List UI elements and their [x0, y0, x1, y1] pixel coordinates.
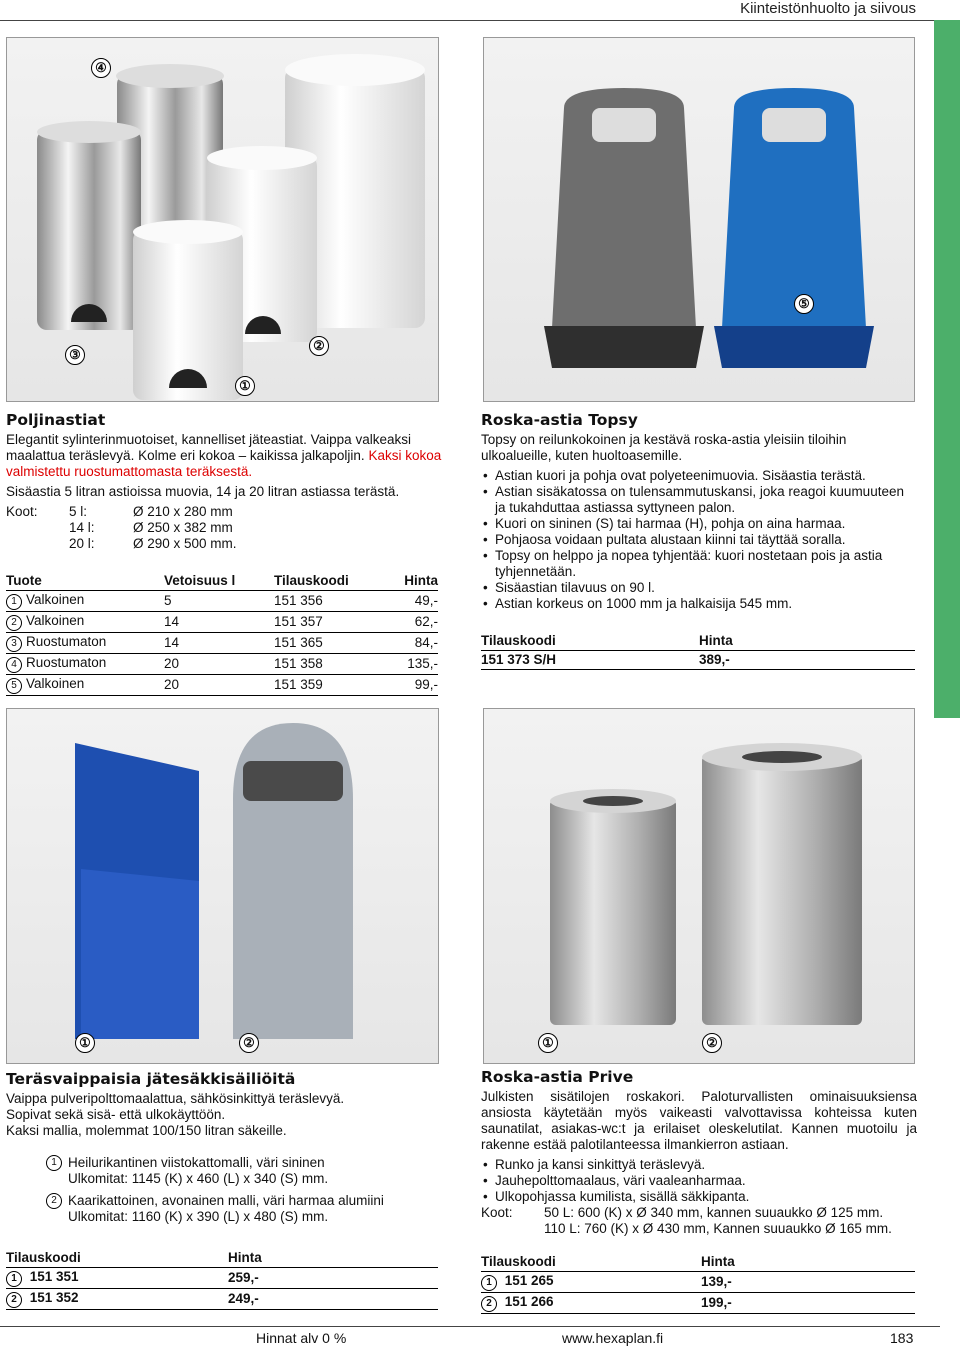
poljinastiat-sizes	[6, 504, 442, 552]
prive-table	[481, 1253, 915, 1314]
size-label: 14 l:	[69, 520, 95, 535]
table-row	[6, 675, 438, 696]
row-price: 62,-	[388, 612, 438, 633]
koot-label: Koot:	[6, 504, 38, 519]
label-4: ④	[91, 58, 111, 78]
topsy-illustration	[484, 38, 915, 402]
size-dim: Ø 250 x 382 mm	[133, 520, 233, 535]
section-poljinastiat	[6, 412, 442, 696]
row-code: 151 359	[274, 675, 388, 696]
row-volume: 14	[164, 612, 274, 633]
table-row	[6, 612, 438, 633]
row-price: 135,-	[388, 654, 438, 675]
label-1: ①	[538, 1033, 558, 1053]
section-topsy	[481, 412, 917, 670]
photo-prive-bins	[483, 708, 915, 1064]
table-row	[6, 654, 438, 675]
row-name: Ruostumaton	[26, 634, 107, 649]
row-code: 151 265	[504, 1273, 554, 1288]
label-2: ②	[239, 1033, 259, 1053]
label-2: ②	[702, 1033, 722, 1053]
steel-desc-3: Kaksi mallia, molemmat 100/150 litran säkeille.	[6, 1123, 287, 1138]
label-1: ①	[235, 376, 255, 396]
header-title: Kiinteistönhuolto ja siivous	[740, 0, 916, 17]
list-item: • Ulkopohjassa kumilista, sisällä säkkipanta.	[481, 1189, 917, 1205]
prive-bins-illustration	[484, 709, 915, 1064]
row-number: 1	[46, 1155, 62, 1171]
row-number: 4	[6, 657, 22, 673]
row-code: 151 266	[504, 1294, 554, 1309]
row-code: 151 357	[274, 612, 388, 633]
list-item: • Pohjaosa voidaan pultata alustaan kiinni tai täyttää soralla.	[481, 532, 917, 548]
row-volume: 14	[164, 633, 274, 654]
section-prive	[481, 1069, 917, 1314]
row-price: 389,-	[699, 651, 915, 670]
row-price: 84,-	[388, 633, 438, 654]
row-price: 99,-	[388, 675, 438, 696]
row-name: Ruostumaton	[26, 655, 107, 670]
row-number: 2	[6, 1292, 22, 1308]
size-dim: Ø 210 x 280 mm	[133, 504, 233, 519]
steel-model-1	[6, 1155, 442, 1187]
poljinastiat-desc-black: Elegantit sylinterinmuotoiset, kannelliset jäteastiat. Vaippa valkeaksi maalattua teräslevyä. Kolme eri kokoa – kaikissa jalkapoljin.	[6, 432, 411, 463]
poljinastiat-inner: Sisäastia 5 litran astioissa muovia, 14 ja 20 litran astiassa terästä.	[6, 484, 400, 499]
list-item: • Runko ja kansi sinkittyä teräslevyä.	[481, 1157, 917, 1173]
col-header: Hinta	[228, 1249, 438, 1268]
table-row	[6, 1268, 438, 1289]
col-header: Hinta	[388, 572, 438, 591]
row-code: 151 351	[29, 1269, 79, 1284]
row-number: 1	[481, 1275, 497, 1291]
model-line: Ulkomitat: 1160 (K) x 390 (L) x 480 (S) mm.	[68, 1209, 329, 1224]
col-header: Tilauskoodi	[481, 1253, 701, 1272]
section-tab	[934, 20, 960, 718]
size-label: 5 l:	[69, 504, 88, 519]
koot-label: Koot:	[481, 1205, 513, 1220]
row-name: Valkoinen	[26, 613, 85, 628]
size-label: 20 l:	[69, 536, 95, 551]
list-item: • Kuori on sininen (S) tai harmaa (H), pohja on aina harmaa.	[481, 516, 917, 532]
poljinastiat-title: Poljinastiat	[6, 411, 106, 429]
poljinastiat-table	[6, 572, 438, 696]
list-item: • Sisäastian tilavuus on 90 l.	[481, 580, 917, 596]
photo-topsy	[483, 37, 915, 402]
list-item: • Astian kuori ja pohja ovat polyeteenimuovia. Sisäastia terästä.	[481, 468, 917, 484]
list-item: • Astian sisäkatossa on tulensammutuskansi, joka reagoi kuumuuteen ja tukahduttaa astiassa syttyneen palon.	[481, 484, 917, 516]
koot-line: 50 L: 600 (K) x Ø 340 mm, kannen suuaukko Ø 125 mm.	[544, 1205, 884, 1220]
row-volume: 20	[164, 675, 274, 696]
table-row	[481, 651, 915, 670]
list-item: • Astian korkeus on 1000 mm ja halkaisija 545 mm.	[481, 596, 917, 612]
steel-model-2	[6, 1193, 442, 1225]
topsy-table	[481, 632, 915, 670]
row-volume: 5	[164, 591, 274, 612]
row-code: 151 352	[29, 1290, 79, 1305]
col-header: Tilauskoodi	[6, 1249, 228, 1268]
row-price: 199,-	[701, 1293, 915, 1314]
topsy-bullets	[481, 468, 917, 612]
label-1: ①	[75, 1033, 95, 1053]
row-code: 151 373 S/H	[481, 651, 699, 670]
photo-pedal-bins	[6, 37, 439, 402]
topsy-intro: Topsy on reilunkokoinen ja kestävä roska-astia yleisiin tiloihin ulkoalueille, kuten huoltoasemille.	[481, 432, 847, 463]
page-header	[0, 0, 960, 22]
prive-title: Roska-astia Prive	[481, 1068, 634, 1086]
list-item: • Topsy on helppo ja nopea tyhjentää: kuori nostetaan pois ja astia tyhjennetään.	[481, 548, 917, 580]
table-row	[481, 1272, 915, 1293]
footer-vat: Hinnat alv 0 %	[256, 1330, 347, 1346]
topsy-title: Roska-astia Topsy	[481, 411, 638, 429]
table-row	[481, 1293, 915, 1314]
size-dim: Ø 290 x 500 mm.	[133, 536, 237, 551]
footer-page-number: 183	[890, 1330, 914, 1346]
row-number: 1	[6, 594, 22, 610]
header-rule	[0, 20, 940, 21]
prive-koot	[481, 1205, 917, 1221]
col-header: Vetoisuus l	[164, 572, 274, 591]
col-header: Tilauskoodi	[274, 572, 388, 591]
row-code: 151 365	[274, 633, 388, 654]
label-3: ③	[65, 345, 85, 365]
row-number: 2	[481, 1296, 497, 1312]
section-steel	[6, 1071, 442, 1310]
poljinastiat-desc-red: Kaksi kokoa valmistettu ruostumattomasta teräksestä.	[6, 448, 442, 479]
row-number: 1	[6, 1271, 22, 1287]
prive-intro: Julkisten sisätilojen roskakori. Paloturvallisten ominaisuuksiensa ansiosta käytetään myös vaikeasti valvottavissa kohteissa kuten saunatilat, asiakas-wc:t ja erilaiset oleskelutilat. Kannen muotoilu ja rakenne estää palotilanteessa ilmankierron astiaan.	[481, 1089, 917, 1152]
row-number: 2	[46, 1193, 62, 1209]
row-volume: 20	[164, 654, 274, 675]
label-5: ⑤	[794, 294, 814, 314]
steel-bins-illustration	[7, 709, 439, 1064]
model-line: Heilurikantinen viistokattomalli, väri sininen	[68, 1155, 325, 1170]
row-number: 5	[6, 678, 22, 694]
col-header: Hinta	[699, 632, 915, 651]
table-row	[6, 1289, 438, 1310]
prive-koot	[481, 1221, 917, 1237]
col-header: Tuote	[6, 572, 164, 591]
model-line: Ulkomitat: 1145 (K) x 460 (L) x 340 (S) mm.	[68, 1171, 329, 1186]
row-price: 139,-	[701, 1272, 915, 1293]
steel-desc-2: Sopivat sekä sisä- että ulkokäyttöön.	[6, 1107, 226, 1122]
row-price: 249,-	[228, 1289, 438, 1310]
steel-title: Teräsvaippaisia jätesäkkisäiliöitä	[6, 1070, 296, 1088]
row-code: 151 358	[274, 654, 388, 675]
row-price: 259,-	[228, 1268, 438, 1289]
table-row	[6, 591, 438, 612]
row-code: 151 356	[274, 591, 388, 612]
table-row	[6, 633, 438, 654]
steel-desc-1: Vaippa pulveripolttomaalattua, sähkösinkittyä teräslevyä.	[6, 1091, 345, 1106]
row-number: 3	[6, 636, 22, 652]
label-2: ②	[309, 336, 329, 356]
model-line: Kaarikattoinen, avonainen malli, väri harmaa alumiini	[68, 1193, 384, 1208]
footer-rule	[0, 1326, 940, 1327]
row-name: Valkoinen	[26, 592, 85, 607]
col-header: Tilauskoodi	[481, 632, 699, 651]
prive-bullets	[481, 1157, 917, 1205]
row-name: Valkoinen	[26, 676, 85, 691]
row-number: 2	[6, 615, 22, 631]
list-item: • Jauhepolttomaalaus, väri vaaleanharmaa.	[481, 1173, 917, 1189]
col-header: Hinta	[701, 1253, 915, 1272]
koot-line: 110 L: 760 (K) x Ø 430 mm, Kannen suuaukko Ø 165 mm.	[544, 1221, 892, 1236]
footer-url[interactable]: www.hexaplan.fi	[562, 1330, 664, 1346]
photo-steel-bins	[6, 708, 439, 1064]
poljinastiat-desc	[6, 432, 442, 480]
steel-table	[6, 1249, 438, 1310]
row-price: 49,-	[388, 591, 438, 612]
